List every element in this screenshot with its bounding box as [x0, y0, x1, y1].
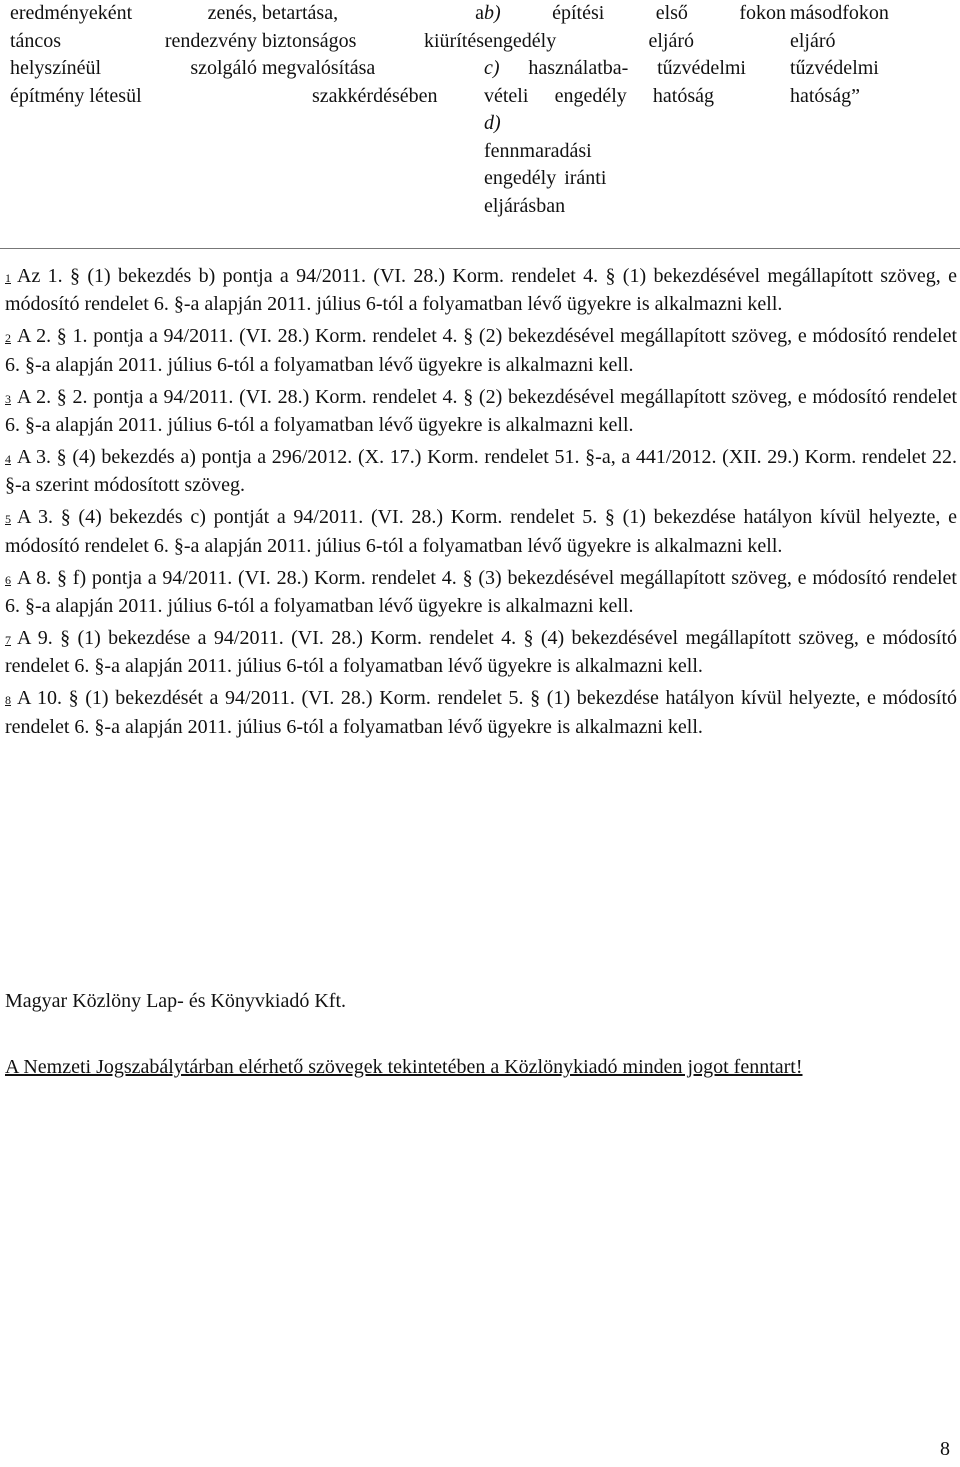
- footnote-text: A 3. § (4) bekezdés a) pontja a 296/2012. (X. 17.) Korm. rendelet 51. §-a, a 441/2012. (XII. 29.) Korm. rendelet 22. §-a szerint módosított szöveg.: [5, 445, 957, 497]
- cell-text: építési: [552, 2, 605, 24]
- footnote-divider: [0, 248, 960, 249]
- cell-text: vételi: [484, 84, 529, 107]
- footnote-text: A 3. § (4) bekezdés c) pontját a 94/2011. (VI. 28.) Korm. rendelet 5. § (1) bekezdése hatályon kívül helyezte, e módosító rendelet 6. §-a alapján 2011. július 6-tól a folyamatban lévő ügyekre is alkalmazni kell.: [5, 506, 957, 557]
- cell-text: engedély: [484, 167, 557, 189]
- cell-text: a: [475, 2, 484, 24]
- cell-text: biztonságos: [262, 29, 357, 52]
- footnote: [5, 624, 957, 681]
- table-col-1: [10, 0, 257, 110]
- footnote-text: A 10. § (1) bekezdését a 94/2011. (VI. 28.) Korm. rendelet 5. § (1) bekezdése hatályon kívül helyezte, e módosító rendelet 6. §-a alapján 2011. július 6-tól a folyamatban lévő ügyekre is alkalmazni kell.: [5, 687, 957, 738]
- publisher: Magyar Közlöny Lap- és Könyvkiadó Kft.: [5, 990, 347, 1012]
- footnote-number: 8: [5, 693, 11, 708]
- cell-text: helyszínéül: [10, 57, 102, 79]
- cell-text: eredményeként: [10, 2, 133, 24]
- footnote-number: 1: [5, 271, 11, 285]
- footnote: [5, 443, 957, 500]
- cell-text: eljárásban: [484, 194, 566, 217]
- cell-text: táncos: [10, 29, 62, 52]
- cell-text: fokon: [739, 2, 786, 24]
- table-continuation: [0, 0, 960, 225]
- cell-text: megvalósítása: [262, 57, 376, 79]
- footnote-number: 4: [5, 451, 11, 466]
- cell-text: használatba-: [528, 57, 629, 79]
- table-col-4: [790, 0, 955, 110]
- page-number: 8: [940, 1438, 950, 1460]
- cell-text: tűzvédelmi: [657, 57, 746, 79]
- footnote: [5, 262, 957, 319]
- footnote-number: 6: [5, 572, 11, 587]
- footnote-text: A 8. § f) pontja a 94/2011. (VI. 28.) Korm. rendelet 4. § (3) bekezdésével megállapított szöveg, e módosító rendelet 6. §-a alapján 2011. július 6-tól a folyamatban lévő ügyekre is alkalmazni kell.: [5, 566, 957, 617]
- cell-text: iránti: [564, 167, 607, 189]
- cell-text: hatóság”: [790, 84, 860, 107]
- cell-text: engedély: [484, 29, 557, 52]
- footnote-number: 3: [5, 391, 11, 406]
- table-col-3: [484, 0, 786, 220]
- cell-text: eljáró: [790, 29, 836, 52]
- cell-text: szolgáló: [190, 57, 257, 79]
- cell-text: tűzvédelmi: [790, 57, 879, 79]
- footnote: [5, 684, 957, 741]
- cell-text: fennmaradási: [484, 139, 592, 162]
- footnote: [5, 564, 957, 621]
- table-col-2: [262, 0, 484, 110]
- cell-text: zenés,: [207, 2, 257, 24]
- footnote-number: 5: [5, 512, 11, 527]
- footnote-number: 2: [5, 331, 11, 346]
- footnote: [5, 322, 957, 379]
- footnote-text: A 2. § 2. pontja a 94/2011. (VI. 28.) Korm. rendelet 4. § (2) bekezdésével megállapított szöveg, e módosító rendelet 6. §-a alapján 2011. július 6-tól a folyamatban lévő ügyekre is alkalmazni kell.: [5, 385, 957, 437]
- rights-notice-link[interactable]: A Nemzeti Jogszabálytárban elérhető szövegek tekintetében a Közlönykiadó minden jogot fenntart!: [5, 1056, 803, 1078]
- cell-text: b): [484, 2, 501, 24]
- footnote-text: Az 1. § (1) bekezdés b) pontja a 94/2011. (VI. 28.) Korm. rendelet 4. § (1) bekezdésével megállapított szöveg, e módosító rendelet 6. §-a alapján 2011. július 6-tól a folyamatban lévő ügyekre is alkalmazni kell.: [5, 265, 957, 316]
- cell-text: kiürítés: [424, 29, 484, 52]
- cell-text: d): [484, 112, 501, 134]
- footnote: [5, 503, 957, 560]
- cell-text: első: [655, 2, 688, 24]
- cell-text: betartása,: [262, 2, 339, 24]
- footnote-number: 7: [5, 632, 11, 647]
- cell-text: eljáró: [648, 29, 694, 52]
- cell-text: engedély: [554, 84, 627, 107]
- cell-text: építmény létesül: [10, 84, 142, 107]
- cell-text: szakkérdésében: [312, 84, 438, 107]
- cell-text: rendezvény: [164, 29, 257, 52]
- cell-text: másodfokon: [790, 2, 889, 24]
- cell-text: c): [484, 57, 500, 79]
- footnote-text: A 2. § 1. pontja a 94/2011. (VI. 28.) Korm. rendelet 4. § (2) bekezdésével megállapított szöveg, e módosító rendelet 6. §-a alapján 2011. július 6-tól a folyamatban lévő ügyekre is alkalmazni kell.: [5, 325, 957, 376]
- footnote: [5, 383, 957, 440]
- footnote-text: A 9. § (1) bekezdése a 94/2011. (VI. 28.) Korm. rendelet 4. § (4) bekezdésével megállapított szöveg, e módosító rendelet 6. §-a alapján 2011. július 6-tól a folyamatban lévő ügyekre is alkalmazni kell.: [5, 626, 957, 678]
- footnotes: [5, 262, 957, 745]
- cell-text: hatóság: [652, 84, 714, 107]
